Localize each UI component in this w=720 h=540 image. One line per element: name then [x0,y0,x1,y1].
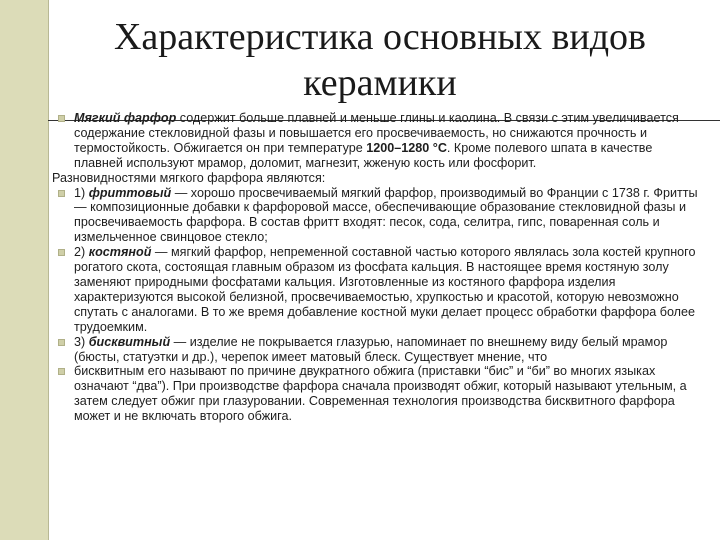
square-bullet-icon [58,249,65,256]
term-biscuit: бисквитный [88,334,171,349]
square-bullet-icon [58,368,65,375]
paragraph-text: бисквитным его называют по причине двукратного обжига (приставки “бис” и “би” во многих языках означают “два”). При производстве фарфора сначала производят обжиг, который называют утельным, а затем следует обжиг при глазуровании. Современная технология производства бисквитного фарфора может и не включать второго обжига. [74,364,687,424]
paragraph-biscuit-firing [52,364,704,424]
square-bullet-icon [58,339,65,346]
square-bullet-icon [58,190,65,197]
paragraph-text: . Кроме полевого шпата в качестве плавней используют мрамор, доломит, магнезит, жженую кость или фосфорит. [74,140,653,170]
list-number: 2) [74,245,89,260]
term-frit: фриттовый [88,185,172,200]
title-line-1: Характеристика основных видов [113,16,647,58]
decorative-side-bar [0,0,48,540]
term-soft-porcelain: Мягкий фарфор [74,111,177,125]
paragraph-soft-porcelain [52,111,704,171]
list-number: 1) [74,185,89,200]
paragraph-text: — хорошо просвечиваемый мягкий фарфор, производимый во Франции с 1738 г. Фритты — композиционные добавки к фарфоровой массе, обеспечивающие образование стекловидной фазы и просвечиваемость фарфора. В состав фритт входят: песок, сода, селитра, гипс, поваренная соль и измельченное свинцовое стекло; [74,185,698,245]
square-bullet-icon [58,115,65,122]
list-number: 3) [74,334,89,349]
paragraph-frit-porcelain [52,186,704,246]
paragraph-text: — изделие не покрывается глазурью, напоминает по внешнему виду белый мрамор (бюсты, статуэтки и др.), черепок имеет матовый блеск. Существует мнение, что [74,334,668,364]
slide-title [60,14,700,106]
temperature-value: 1200–1280 °С [366,140,447,155]
term-bone: костяной [88,245,152,260]
varieties-intro: Разновидностями мягкого фарфора являются: [52,170,326,185]
paragraph-text: — мягкий фарфор, непременной составной частью которого являлась зола костей крупного рогатого скота, состоящая главным образом из фосфата кальция. В настоящее время костяную золу заменяют природными фосфатами кальция. Изготовленные из костяного фарфора изделия характеризуются высокой белизной, просвечиваемостью, хрупкостью и красотой, которую невозможно спутать с аналогами. В то же время добавление костной муки делает процесс обработки фарфора более трудоемким. [74,245,696,334]
paragraph-biscuit-porcelain [52,335,704,365]
paragraph-text: содержит больше плавней и меньше глины и каолина. В связи с этим увеличивается содержание стекловидной фазы и повышается его просвечиваемость, но снижаются прочность и термостойкость. Обжигается он при температуре [74,111,679,155]
slide-body [52,111,704,424]
decorative-side-line [48,0,49,540]
paragraph-bone-porcelain [52,245,704,334]
title-line-2: керамики [303,62,457,104]
